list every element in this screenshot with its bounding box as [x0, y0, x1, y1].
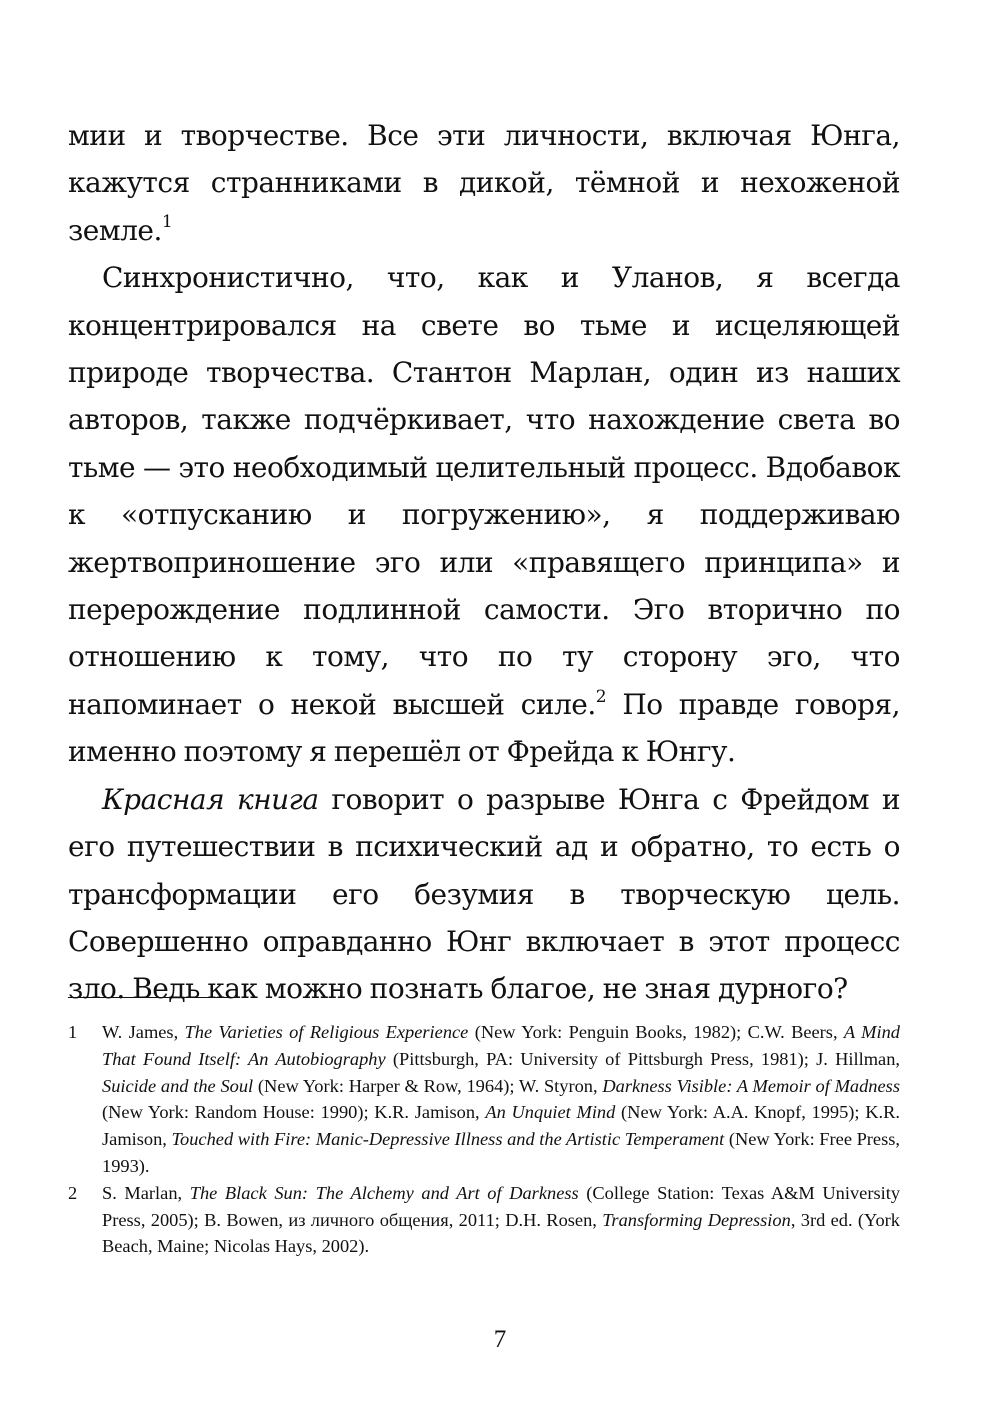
paragraph-continuation: мии и творчестве. Все эти личности, включая Юнга, кажутся странниками в дикой, тёмной и нехоженой земле.$^1$	[68, 119, 900, 247]
footnote-text: W. James, The Varieties of Religious Experience (New York: Penguin Books, 1982); C.W. Beers, A Mind That Found Itself: An Autobiography (Pittsburgh, PA: University of Pittsburgh Press, 1981); J. Hillman, Suicide and the Soul (New York: Harper & Row, 1964); W. Styron, Darkness Visible: A Memoir of Madness (New York: Random House: 1990); K.R. Jamison, An Unquiet Mind (New York: A.A. Knopf, 1995); K.R. Jamison, Touched with Fire: Manic-Depressive Illness and the Artistic Temperament (New York: Free Press, 1993).	[102, 1022, 901, 1176]
footnote-1	[68, 1019, 900, 1180]
footnote-ref-1: 1	[161, 212, 173, 233]
paragraph-red-book: Красная книга говорит о разрыве Юнга с Фрейдом и его путешествии в психический ад и обратно, то есть о трансформации его безумия в творческую цель. Совершенно оправданно Юнг включает в этот процесс зло. Ведь как можно познать благое, не зная дурного?	[68, 782, 900, 1006]
paragraph-synchronicity: Синхронистично, что, как и Уланов, я всегда концентрировался на свете во тьме и исцеляющей природе творчества. Стантон Марлан, один из наших авторов, также подчёркивает, что нахождение света во тьме — это необходимый целительный процесс. Вдобавок к «отпусканию и погружению», я поддерживаю жертвоприношение эго или «правящего принципа» и перерождение подлинной самости. Эго вторично по отношению к тому, что по ту сторону эго, что напоминает о некой высшей силе.$^2$ По правде говоря, именно поэтому я перешёл от Фрейда к Юнгу.	[68, 261, 901, 769]
footnote-divider	[68, 997, 240, 998]
book-title-red-book: Красная книга	[102, 782, 319, 816]
footnote-2	[68, 1180, 900, 1260]
body-text	[68, 112, 900, 1013]
page-number: 7	[493, 1326, 507, 1353]
footnote-ref-2: 2	[595, 686, 607, 707]
footnote-text: S. Marlan, The Black Sun: The Alchemy and Art of Darkness (College Station: Texas A&M University Press, 2005); B. Bowen, из личного общения, 2011; D.H. Rosen, Transforming Depression, 3rd ed. (York Beach, Maine; Nicolas Hays, 2002).	[102, 1182, 901, 1257]
footnote-number: 1	[68, 1022, 78, 1042]
footnote-number: 2	[68, 1182, 78, 1203]
footnotes	[68, 1019, 900, 1260]
